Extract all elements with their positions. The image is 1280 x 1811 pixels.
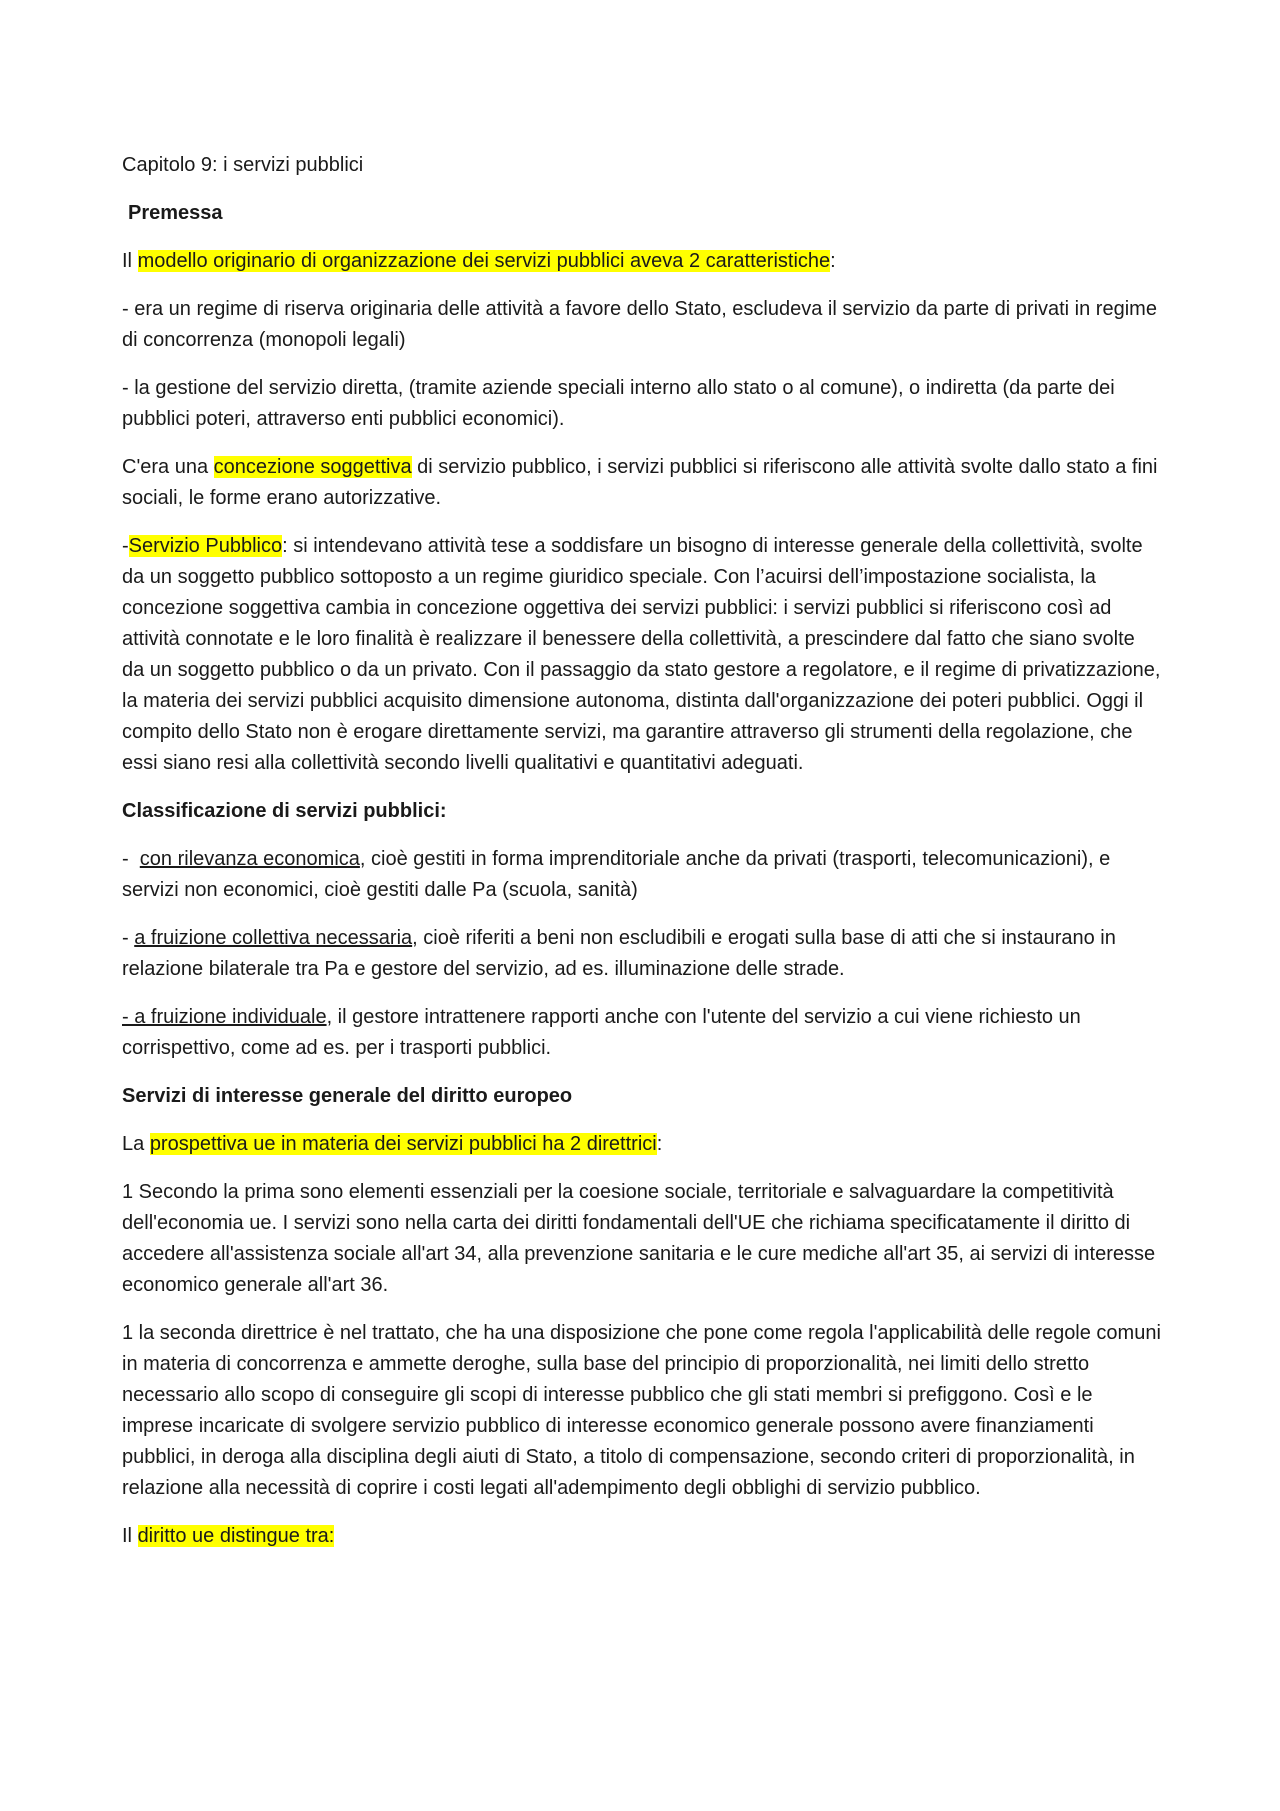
- paragraph-concezione-soggettiva: [122, 452, 1162, 514]
- section-heading-classificazione: Classificazione di servizi pubblici:: [122, 800, 447, 822]
- paragraph-diritto-ue-distingue: [122, 1521, 1162, 1552]
- underlined-text: con rilevanza economica: [139, 848, 360, 870]
- section-heading-servizi-interesse-generale: Servizi di interesse generale del diritto europeo: [122, 1085, 573, 1107]
- underlined-text: - a fruizione individuale: [122, 1006, 327, 1028]
- paragraph-prima-direttrice: 1 Secondo la prima sono elementi essenziali per la coesione sociale, territoriale e salvaguardare la competitività dell'economia ue. I servizi sono nella carta dei diritti fondamentali dell'UE che richiama specificatamente il diritto di accedere all'assistenza sociale all'art 34, alla prevenzione sanitaria e le cure mediche all'art 35, ai servizi di interesse economico generale all'art 36.: [122, 1181, 1156, 1296]
- highlighted-text: prospettiva ue in materia dei servizi pubblici ha 2 direttrici: [149, 1133, 657, 1155]
- chapter-title: Capitolo 9: i servizi pubblici: [122, 154, 364, 176]
- highlighted-text: Servizio Pubblico: [128, 535, 283, 557]
- paragraph-gestione: - la gestione del servizio diretta, (tramite aziende speciali interno allo stato o al comune), o indiretta (da parte dei pubblici poteri, attraverso enti pubblici economici).: [122, 377, 1115, 430]
- text-segment: Il: [122, 1525, 138, 1547]
- text-segment: :: [656, 1133, 663, 1155]
- document-page: [122, 150, 1162, 1569]
- paragraph-seconda-direttrice: 1 la seconda direttrice è nel trattato, che ha una disposizione che pone come regola l'applicabilità delle regole comuni in materia di concorrenza e ammette deroghe, sulla base del principio di proporzionalità, nei limiti dello stretto necessario allo scopo di conseguire gli scopi di interesse pubblico che gli stati membri si prefiggono. Così e le imprese incaricate di svolgere servizio pubblico di interesse economico generale possono avere finanziamenti pubblici, in deroga alla disciplina degli aiuti di Stato, a titolo di compensazione, secondo criteri di proporzionalità, in relazione alla necessità di coprire i costi legati all'adempimento degli obblighi di servizio pubblico.: [122, 1322, 1161, 1499]
- paragraph-modello-originario: [122, 246, 1162, 277]
- text-segment: : si intendevano attività tese a soddisfare un bisogno di interesse generale della collettività, svolte da un soggetto pubblico sottoposto a un regime giuridico speciale. Con l’acuirsi dell’impostazione socialista, la concezione soggettiva cambia in concezione oggettiva dei servizi pubblici: i servizi pubblici si riferiscono così ad attività connotate e le loro finalità è realizzare il benessere della collettività, a prescindere dal fatto che siano svolte da un soggetto pubblico o da un privato. Con il passaggio da stato gestore a regolatore, e il regime di privatizzazione, la materia dei servizi pubblici acquisito dimensione autonoma, distinta dall'organizzazione dei poteri pubblici. Oggi il compito dello Stato non è erogare direttamente servizi, ma garantire attraverso gli strumenti della regolazione, che essi siano resi alla collettività secondo livelli qualitativi e quantitativi adeguati.: [122, 535, 1161, 774]
- highlighted-text: modello originario di organizzazione dei servizi pubblici aveva 2 caratteristiche: [137, 250, 831, 272]
- text-segment: di servizio pubblico, i servizi pubblici si riferiscono alle attività svolte dallo stato a fini sociali, le forme erano autorizzative.: [122, 456, 1158, 509]
- list-item-fruizione-collettiva: [122, 923, 1162, 985]
- text-segment: La: [122, 1133, 150, 1155]
- text-segment: , cioè riferiti a beni non escludibili e erogati sulla base di atti che si instaurano in relazione bilaterale tra Pa e gestore del servizio, ad es. illuminazione delle strade.: [122, 927, 1116, 980]
- paragraph-riserva: - era un regime di riserva originaria delle attività a favore dello Stato, escludeva il servizio da parte di privati in regime di concorrenza (monopoli legali): [122, 298, 1157, 351]
- text-segment: -: [122, 927, 135, 949]
- text-segment: -: [122, 848, 140, 870]
- highlighted-text: concezione soggettiva: [213, 456, 412, 478]
- highlighted-text: diritto ue distingue tra:: [137, 1525, 335, 1547]
- text-segment: , cioè gestiti in forma imprenditoriale anche da privati (trasporti, telecomunicazioni), e servizi non economici, cioè gestiti dalle Pa (scuola, sanità): [122, 848, 1111, 901]
- text-segment: -: [122, 535, 129, 557]
- section-heading-premessa: Premessa: [128, 202, 223, 224]
- paragraph-servizio-pubblico: [122, 531, 1162, 779]
- list-item-rilevanza-economica: [122, 844, 1162, 906]
- text-segment: , il gestore intrattenere rapporti anche con l'utente del servizio a cui viene richiesto un corrispettivo, come ad es. per i trasporti pubblici.: [122, 1006, 1081, 1059]
- text-segment: C'era una: [122, 456, 214, 478]
- text-segment: :: [830, 250, 836, 272]
- list-item-fruizione-individuale: [122, 1002, 1162, 1064]
- text-segment: Il: [122, 250, 138, 272]
- underlined-text: a fruizione collettiva necessaria: [134, 927, 413, 949]
- paragraph-prospettiva-ue: [122, 1129, 1162, 1160]
